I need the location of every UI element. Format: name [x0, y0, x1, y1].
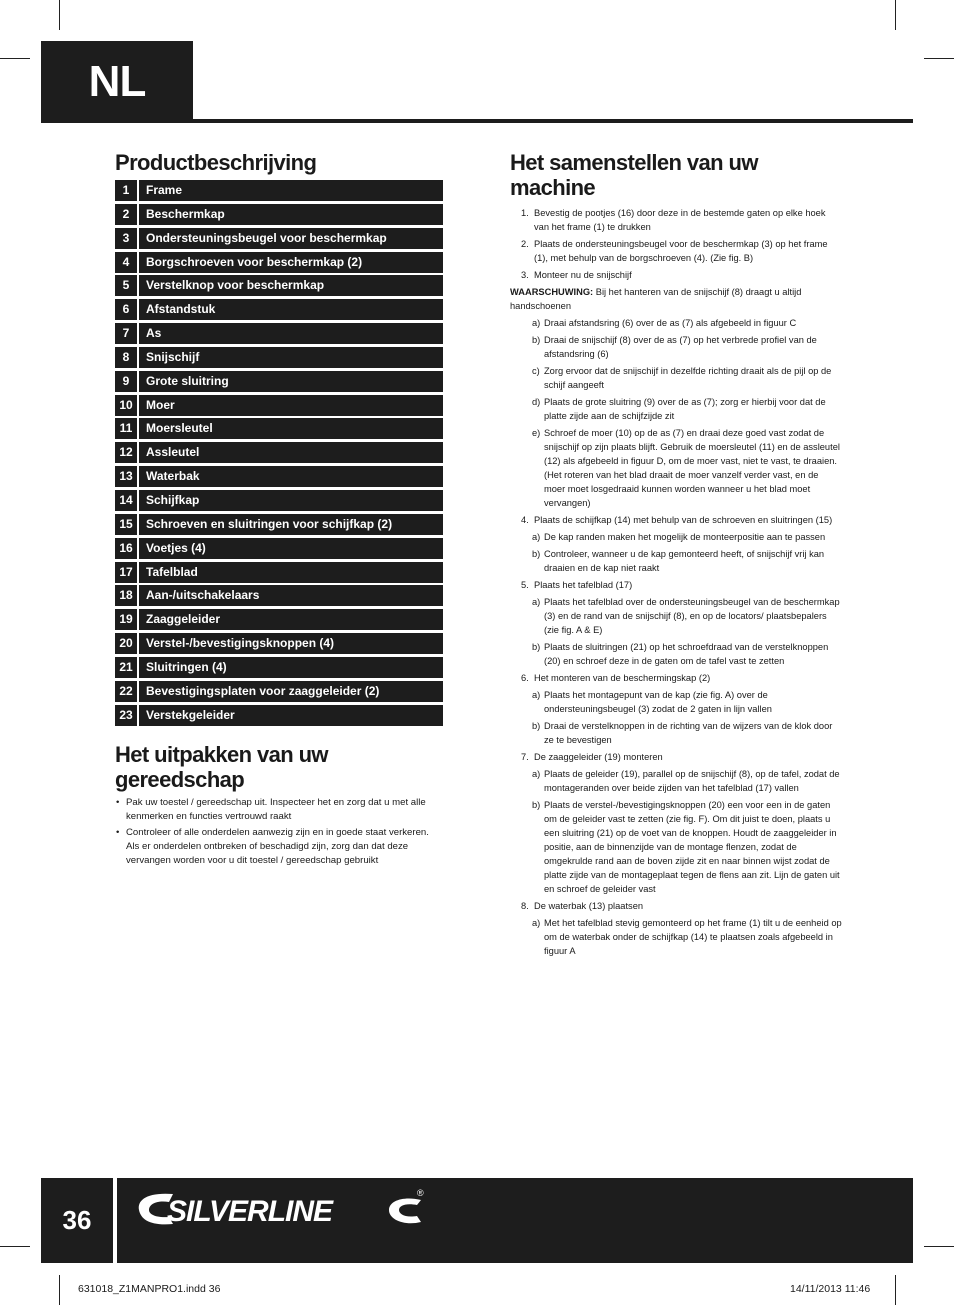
crop-mark [0, 1246, 30, 1247]
bullet-item: • Controleer of alle onderdelen aanwezig zijn en in goede staat verkeren. Als er onderdelen ontbreken of beschadigd zijn, zorg dan dat deze vervangen worden voor u dit toestel / gereedschap gebruikt [115, 826, 435, 868]
part-label: Tafelblad [139, 562, 443, 583]
part-row [115, 466, 443, 487]
crop-mark [895, 1275, 896, 1305]
part-row [115, 514, 443, 535]
crop-mark [924, 1246, 954, 1247]
logo-end-mark [389, 1198, 421, 1223]
part-number: 8 [115, 347, 137, 368]
part-row [115, 228, 443, 249]
substep-item: a) De kap randen maken het mogelijk de monteerpositie aan te passen [532, 532, 826, 542]
warning-note: WAARSCHUWING: Bij het hanteren van de snijschijf (8) draagt u altijd handschoenen [510, 287, 802, 311]
part-number: 11 [115, 418, 137, 439]
substep-item: a) Plaats het montagepunt van de kap (zie fig. A) over de ondersteuningsbeugel (3) zodat de 2 gaten in lijn vallen [532, 690, 772, 714]
unpacking-bullets [115, 796, 435, 870]
title-line: Het samenstellen van uw [510, 150, 758, 175]
part-label: Waterbak [139, 466, 443, 487]
substep-item: b) Plaats de verstel-/bevestigingsknoppen (20) een voor een in de gaten om de geleider vast te zetten (zie fig. F). Om dit juist te doen, plaats u een sluitring (21) op de voet van de knoppen. Houdt de zaaggeleider in positie, aan de binnenzijde van de montage flenzen, zodat de omgekrulde rand aan de boven zijde zit en naar binnen wijst zodat de platte zijde van de montageplaat tegen de flens aan zit. Lijn de gaten uit en schroef de geleider vast [532, 800, 840, 894]
section-title-unpacking [115, 742, 445, 792]
substep-item: a) Plaats het tafelblad over de ondersteuningsbeugel van de beschermkap (3) en de rand van de snijschijf (8), en op de locators/ plaatsbepalers (zie fig. A & E) [532, 597, 840, 635]
part-label: Sluitringen (4) [139, 657, 443, 678]
crop-mark [0, 58, 30, 59]
part-label: Voetjes (4) [139, 538, 443, 559]
substep-item: b) Draai de snijschijf (8) over de as (7) op het verbrede profiel van de afstandsring (6) [532, 335, 817, 359]
step-item: 1. Bevestig de pootjes (16) door deze in de bestemde gaten op elke hoek van het frame (1) te drukken [521, 208, 826, 232]
part-row [115, 395, 443, 416]
part-number: 4 [115, 252, 137, 273]
step-item: 7. De zaaggeleider (19) monteren [521, 752, 663, 762]
part-number: 7 [115, 323, 137, 344]
step-item: 3. Monteer nu de snijschijf [521, 270, 632, 280]
part-row [115, 562, 443, 583]
crop-mark [59, 0, 60, 30]
part-row [115, 633, 443, 654]
parts-list [115, 180, 443, 728]
part-number: 6 [115, 299, 137, 320]
part-number: 22 [115, 681, 137, 702]
substep-item: b) Draai de verstelknoppen in de richting van de wijzers van de klok door ze te bevestigen [532, 721, 833, 745]
bullet-item: • Pak uw toestel / gereedschap uit. Inspecteer het en zorg dat u met alle kenmerken en functies vertrouwd raakt [115, 796, 435, 824]
silverline-logo [133, 1186, 433, 1236]
part-label: Aan-/uitschakelaars [139, 585, 443, 606]
part-row [115, 204, 443, 225]
part-row [115, 442, 443, 463]
step-item: 8. De waterbak (13) plaatsen [521, 901, 644, 911]
part-label: Moer [139, 395, 443, 416]
part-number: 14 [115, 490, 137, 511]
substep-item: b) Plaats de sluitringen (21) op het schroefdraad van de verstelknoppen (20) en schroef deze in de gaten om de tafel vast te zetten [532, 642, 829, 666]
registered-mark: ® [417, 1188, 424, 1198]
slug-file: 631018_Z1MANPRO1.indd 36 [78, 1283, 221, 1295]
part-number: 18 [115, 585, 137, 606]
title-line: machine [510, 175, 596, 200]
language-tab: NL [41, 41, 193, 123]
part-number: 2 [115, 204, 137, 225]
part-row [115, 252, 443, 273]
part-number: 20 [115, 633, 137, 654]
part-number: 19 [115, 609, 137, 630]
part-row [115, 609, 443, 630]
part-row [115, 275, 443, 296]
part-row [115, 657, 443, 678]
assembly-steps [510, 206, 842, 961]
part-label: Frame [139, 180, 443, 201]
part-label: Verstelknop voor beschermkap [139, 275, 443, 296]
part-label: Moersleutel [139, 418, 443, 439]
part-label: Schijfkap [139, 490, 443, 511]
part-label: Zaaggeleider [139, 609, 443, 630]
step-item: 2. Plaats de ondersteuningsbeugel voor de beschermkap (3) op het frame (1), met behulp van de borgschroeven (4). (Zie fig. B) [521, 239, 828, 263]
part-label: Assleutel [139, 442, 443, 463]
crop-mark [59, 1275, 60, 1305]
part-row [115, 681, 443, 702]
part-label: Bevestigingsplaten voor zaaggeleider (2) [139, 681, 443, 702]
part-label: As [139, 323, 443, 344]
substep-item: e) Schroef de moer (10) op de as (7) en draai deze goed vast zodat de snijschijf op zijn plaats blijft. Gebruik de moersleutel (11) en de assleutel (12) als afgebeeld in figuur D, om de moer vast, niet te vast, te draaien. (Het roteren van het blad draait de moer vanzelf verder vast, en de moer moet losgedraaid kunnen worden wanneer u het blad moet vervangen) [532, 428, 840, 508]
part-row [115, 371, 443, 392]
part-row [115, 180, 443, 201]
part-number: 13 [115, 466, 137, 487]
part-label: Ondersteuningsbeugel voor beschermkap [139, 228, 443, 249]
part-label: Schroeven en sluitringen voor schijfkap (2) [139, 514, 443, 535]
part-label: Verstekgeleider [139, 705, 443, 726]
part-row [115, 347, 443, 368]
part-label: Snijschijf [139, 347, 443, 368]
part-row [115, 705, 443, 726]
part-label: Afstandstuk [139, 299, 443, 320]
footer-divider [113, 1178, 117, 1263]
logo-wordmark: SILVERLINE [167, 1195, 333, 1228]
part-number: 21 [115, 657, 137, 678]
substep-item: b) Controleer, wanneer u de kap gemonteerd heeft, of snijschijf vrij kan draaien en de kap niet raakt [532, 549, 825, 573]
page-number: 36 [62, 1205, 92, 1235]
substep-item: c) Zorg ervoor dat de snijschijf in dezelfde richting draait als de pijl op de schijf aangeeft [532, 366, 832, 390]
part-row [115, 490, 443, 511]
part-number: 1 [115, 180, 137, 201]
substep-item: a) Met het tafelblad stevig gemonteerd op het frame (1) tilt u de eenheid op om de waterbak onder de schijfkap (14) te plaatsen zoals afgebeeld in figuur A [532, 918, 842, 956]
title-line: gereedschap [115, 767, 245, 792]
title-line: Het uitpakken van uw [115, 742, 328, 767]
part-number: 23 [115, 705, 137, 726]
part-label: Verstel-/bevestigingsknoppen (4) [139, 633, 443, 654]
header-rule [193, 119, 913, 123]
part-number: 3 [115, 228, 137, 249]
part-number: 9 [115, 371, 137, 392]
substep-item: a) Draai afstandsring (6) over de as (7) als afgebeeld in figuur C [532, 318, 797, 328]
step-item: 5. Plaats het tafelblad (17) [521, 580, 633, 590]
part-number: 12 [115, 442, 137, 463]
part-number: 17 [115, 562, 137, 583]
substep-item: a) Plaats de geleider (19), parallel op de snijschijf (8), op de tafel, zodat de montageranden over beide zijden van het tafelblad (17) vallen [532, 769, 840, 793]
step-item: 4. Plaats de schijfkap (14) met behulp van de schroeven en sluitringen (15) [521, 515, 833, 525]
part-number: 5 [115, 275, 137, 296]
part-row [115, 585, 443, 606]
part-label: Borgschroeven voor beschermkap (2) [139, 252, 443, 273]
part-number: 10 [115, 395, 137, 416]
part-row [115, 538, 443, 559]
substep-item: d) Plaats de grote sluitring (9) over de as (7); zorg er hierbij voor dat de platte zijde aan de schijfzijde zit [532, 397, 826, 421]
part-label: Grote sluitring [139, 371, 443, 392]
step-item: 6. Het monteren van de beschermingskap (2) [521, 673, 711, 683]
section-title-assembly [510, 150, 840, 200]
slug-date: 14/11/2013 11:46 [790, 1283, 871, 1295]
crop-mark [924, 58, 954, 59]
part-number: 16 [115, 538, 137, 559]
part-label: Beschermkap [139, 204, 443, 225]
crop-mark [895, 0, 896, 30]
part-row [115, 418, 443, 439]
part-row [115, 299, 443, 320]
section-title-product-description: Productbeschrijving [115, 150, 317, 175]
part-row [115, 323, 443, 344]
part-number: 15 [115, 514, 137, 535]
